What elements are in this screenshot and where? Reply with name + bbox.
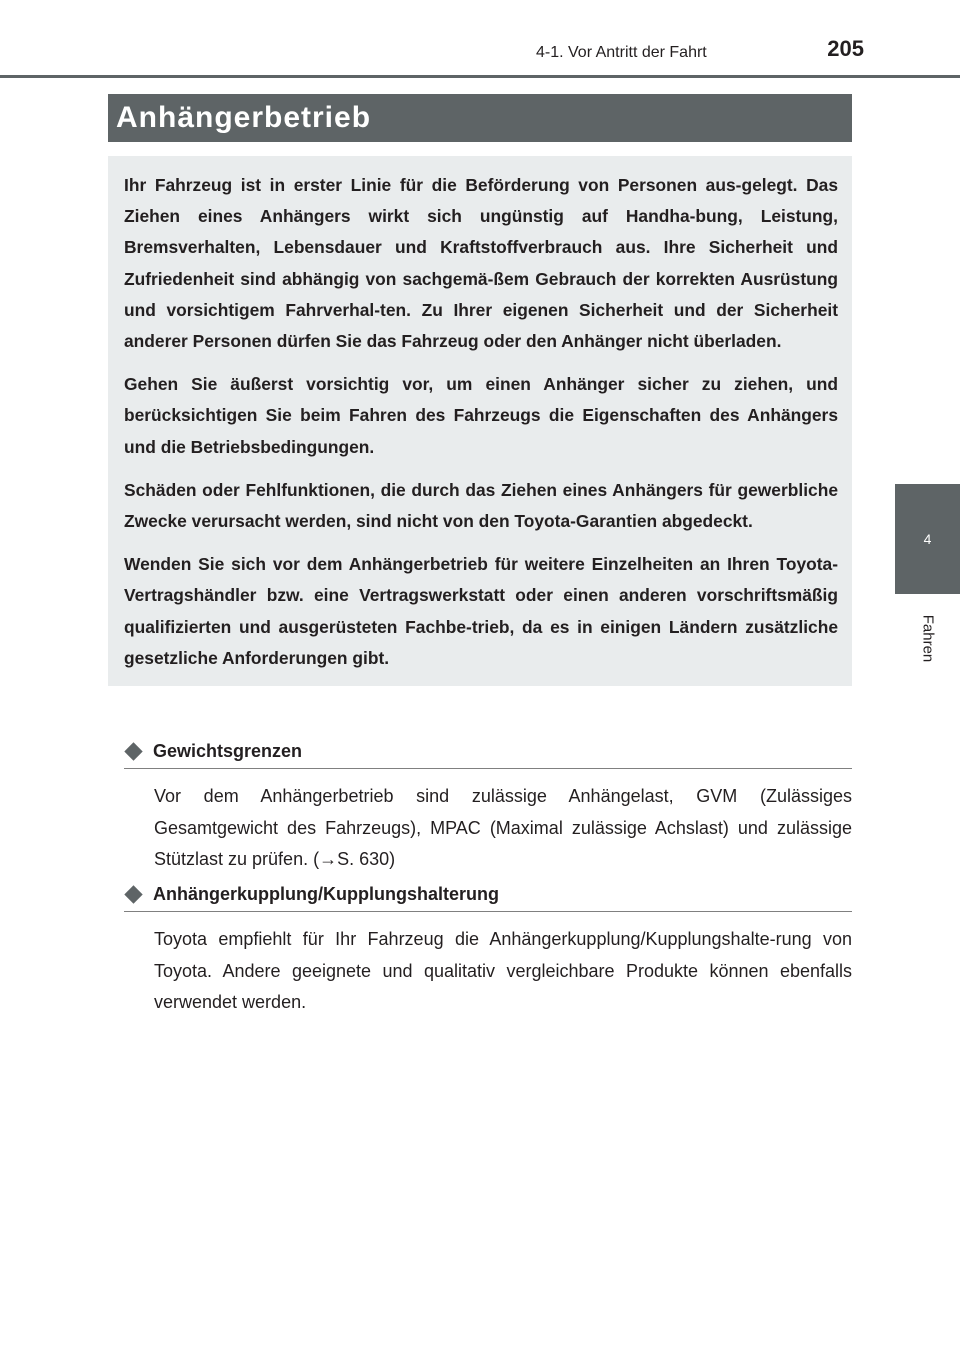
subsection-body: Vor dem Anhängerbetrieb sind zulässige Anhängelast, GVM (Zulässiges Gesamtgewicht des Fahrzeugs), MPAC (Maximal zulässige Achslast) und zulässige Stützlast zu prüfen. (→S. 630) (154, 786, 852, 869)
intro-paragraph: Gehen Sie äußerst vorsichtig vor, um einen Anhänger sicher zu ziehen, und berücksichtigen Sie beim Fahren des Fahrzeugs die Eigenschaften des Anhängers und die Betriebsbedingungen. (124, 374, 838, 457)
subsection-trailer-hitch (124, 879, 852, 1019)
header-divider (0, 75, 960, 78)
section-title-bar (108, 94, 852, 142)
intro-paragraph: Schäden oder Fehlfunktionen, die durch das Ziehen eines Anhängers für gewerbliche Zwecke verursacht werden, sind nicht von den Toyota-Garantien abgedeckt. (124, 479, 838, 532)
subsection-heading (124, 736, 852, 769)
page-number: 205 (827, 36, 864, 61)
subsection-body: Toyota empfiehlt für Ihr Fahrzeug die Anhängerkupplung/Kupplungshalte-rung von Toyota. Andere geeignete und qualitativ vergleichbare Produkte können ebenfalls verwendet werden. (154, 929, 852, 1012)
intro-paragraph: Ihr Fahrzeug ist in erster Linie für die Beförderung von Personen aus-gelegt. Das Ziehen eines Anhängers wirkt sich ungünstig auf Handha-bung, Leistung, Bremsverhalten, Lebensdauer und Kraftstoffverbrauch aus. Ihre Sicherheit und Zufriedenheit sind abhängig von sachgemä-ßem Gebrauch der korrekten Ausrüstung und vorsichtigem Fahrverhal-ten. Zu Ihrer eigenen Sicherheit und der Sicherheit anderer Personen dürfen Sie das Fahrzeug oder den Anhänger nicht überladen. (124, 175, 838, 352)
subsection-heading (124, 879, 852, 912)
diamond-bullet-icon (124, 885, 142, 903)
intro-paragraph: Wenden Sie sich vor dem Anhängerbetrieb für weitere Einzelheiten an Ihren Toyota-Vertragshändler bzw. eine Vertragswerkstatt oder einen anderen vorschriftsmäßig qualifizierten und ausgerüsteten Fachbe-trieb, da es in einigen Ländern zusätzliche gesetzliche Anforderungen gibt. (124, 554, 838, 668)
chapter-tab (895, 484, 960, 594)
section-title: Anhängerbetrieb (116, 101, 372, 134)
subsection-title: Anhängerkupplung/Kupplungshalterung (153, 883, 499, 904)
chapter-tab-label (895, 598, 960, 678)
diamond-bullet-icon (124, 742, 142, 760)
subsection-title: Gewichtsgrenzen (153, 740, 303, 761)
chapter-title: 4-1. Vor Antritt der Fahrt (536, 44, 707, 61)
intro-box (108, 156, 852, 686)
subsection-weight-limits (124, 736, 852, 876)
chapter-tab-label-text: Fahren (919, 614, 936, 662)
chapter-tab-number: 4 (923, 531, 932, 547)
